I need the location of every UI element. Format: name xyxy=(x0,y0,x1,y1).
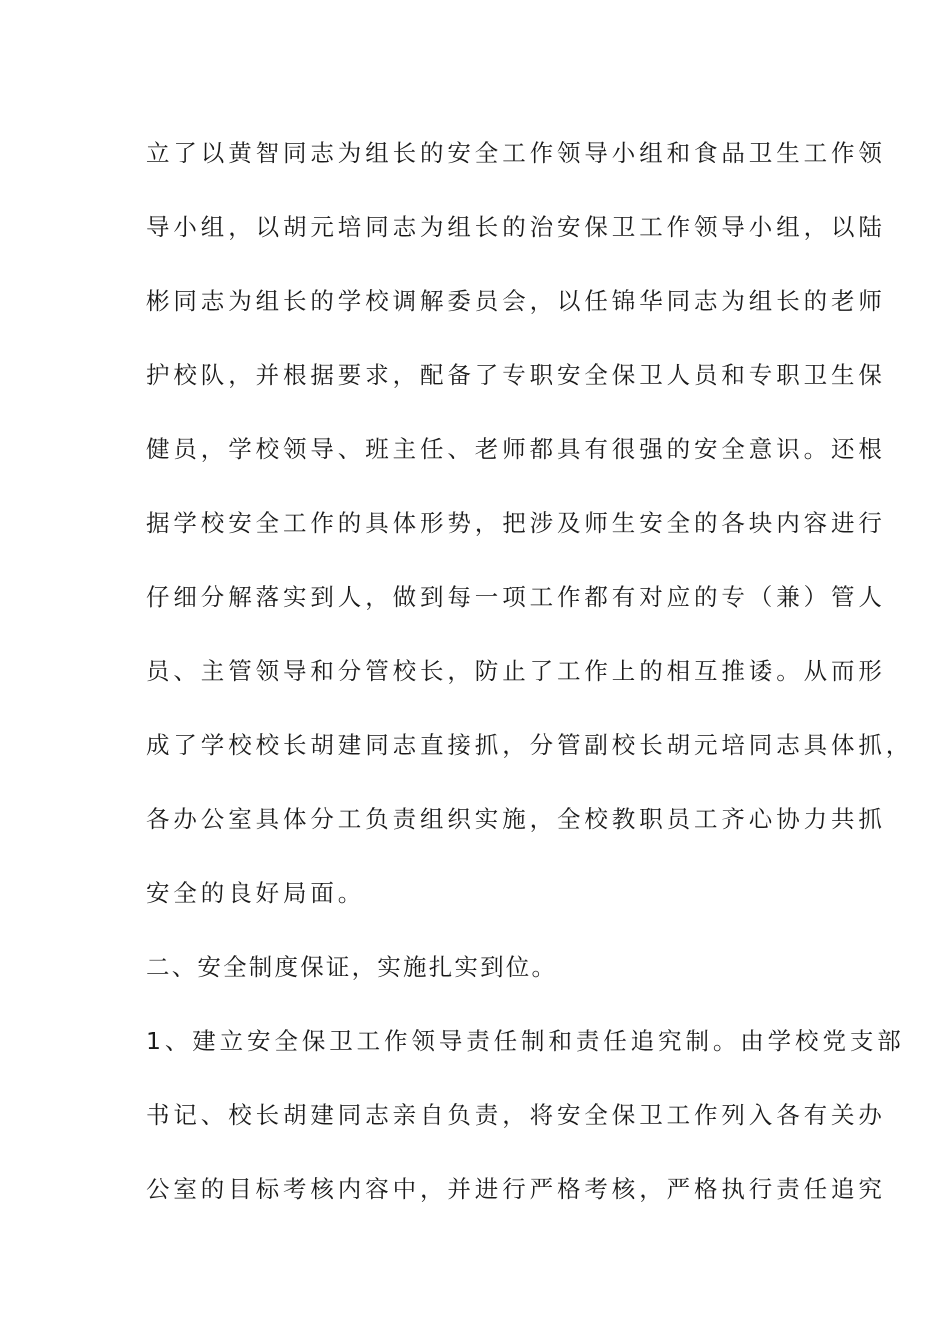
text-line: 安全的良好局面。 xyxy=(146,879,366,907)
text-line: 导小组，以胡元培同志为组长的治安保卫工作领导小组，以陆 xyxy=(146,213,886,241)
section-heading: 二、安全制度保证，实施扎实到位。 xyxy=(146,953,558,981)
text-line: 公室的目标考核内容中，并进行严格考核，严格执行责任追究 xyxy=(146,1175,886,1203)
text-line: 健员，学校领导、班主任、老师都具有很强的安全意识。还根 xyxy=(146,435,886,463)
text-line: 书记、校长胡建同志亲自负责，将安全保卫工作列入各有关办 xyxy=(146,1101,886,1129)
text-line: 成了学校校长胡建同志直接抓，分管副校长胡元培同志具体抓， xyxy=(146,731,914,759)
text-line: 各办公室具体分工负责组织实施，全校教职员工齐心协力共抓 xyxy=(146,805,886,833)
text-line: 仔细分解落实到人，做到每一项工作都有对应的专（兼）管人 xyxy=(146,583,886,611)
text-line: 1、建立安全保卫工作领导责任制和责任追究制。由学校党支部 xyxy=(146,1027,905,1055)
document-body xyxy=(146,133,914,1243)
text-line: 员、主管领导和分管校长，防止了工作上的相互推诿。从而形 xyxy=(146,657,886,685)
text-line: 据学校安全工作的具体形势，把涉及师生安全的各块内容进行 xyxy=(146,509,886,537)
text-line: 彬同志为组长的学校调解委员会，以任锦华同志为组长的老师 xyxy=(146,287,886,315)
text-line: 护校队，并根据要求，配备了专职安全保卫人员和专职卫生保 xyxy=(146,361,886,389)
text-line: 立了以黄智同志为组长的安全工作领导小组和食品卫生工作领 xyxy=(146,139,886,167)
